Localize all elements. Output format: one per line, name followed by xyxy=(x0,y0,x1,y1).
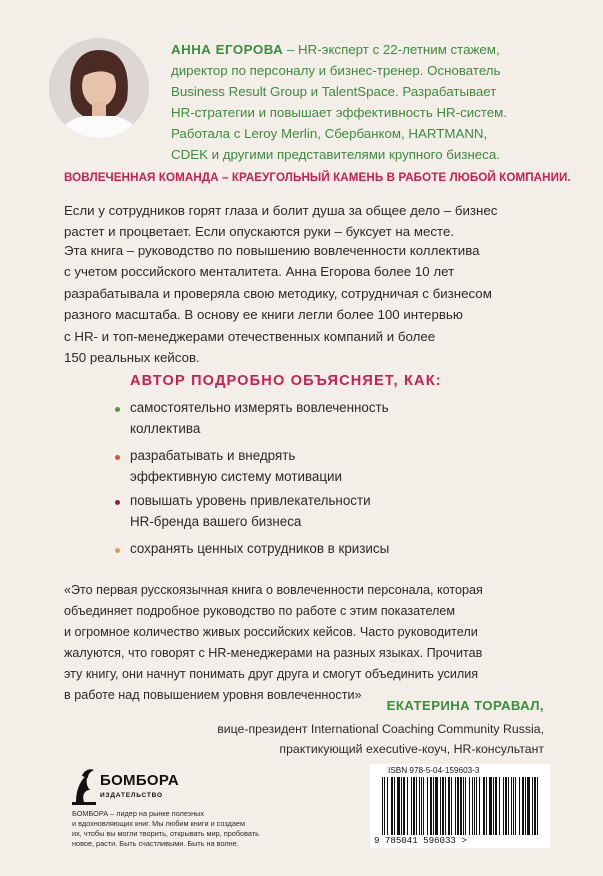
publisher-note-line: БОМБОРА – лидер на рынке полезных xyxy=(72,809,205,818)
barcode-bar xyxy=(503,777,504,835)
quote-credit-line: практикующий executive-коуч, HR-консультант xyxy=(279,741,544,756)
author-bio-line-6: CDEK и другими представителями крупного бизнеса. xyxy=(171,147,500,163)
barcode-bar xyxy=(463,777,464,835)
barcode-bar xyxy=(430,777,432,835)
author-name: АННА ЕГОРОВА xyxy=(171,42,284,57)
publisher-note xyxy=(72,809,302,849)
barcode-bar xyxy=(522,777,524,835)
author-bio-line-3: Business Result Group и TalentSpace. Разрабатывает xyxy=(171,84,497,100)
barcode-bar xyxy=(433,777,434,835)
author-bio-line-5: Работала с Leroy Merlin, Сбербанком, HARTMANN, xyxy=(171,126,488,142)
quote-line: объединяет подробное руководство по работе с этим показателем xyxy=(64,603,456,618)
description-line: с HR- и топ-менеджерами отечественных компаний и более xyxy=(64,328,436,344)
bullet-dot-icon xyxy=(115,407,120,412)
publisher-logo-text: БОМБОРА xyxy=(100,772,180,789)
quote-credit xyxy=(124,720,544,759)
barcode-bar xyxy=(416,777,417,835)
description-line: Эта книга – руководство по повышению вовлеченности коллектива xyxy=(64,243,480,258)
bullet-dot-icon xyxy=(115,500,120,505)
barcode-bar xyxy=(442,777,444,835)
barcode-bar xyxy=(445,777,446,835)
barcode-bar xyxy=(407,777,408,835)
intro-line: растет и процветает. Если опускаются руки – буксует на месте. xyxy=(64,224,455,240)
barcode-bar xyxy=(527,777,530,835)
barcode-bar xyxy=(413,777,415,835)
author-bio-line-1: АННА ЕГОРОВА – HR-эксперт с 22-летним стажем, xyxy=(171,42,500,57)
barcode-bar xyxy=(394,777,395,835)
list-item-text: самостоятельно измерять вовлеченность xyxy=(130,400,389,415)
publisher-logo-subtitle: ИЗДАТЕЛЬСТВО xyxy=(100,792,163,799)
barcode-bar xyxy=(455,777,456,835)
tagline: ВОВЛЕЧЕННАЯ КОМАНДА – КРАЕУГОЛЬНЫЙ КАМЕНЬ В РАБОТЕ ЛЮБОЙ КОМПАНИИ. xyxy=(64,171,571,184)
barcode-bar xyxy=(397,777,400,835)
barcode-bar xyxy=(495,777,497,835)
barcode-bar xyxy=(479,777,480,835)
barcode-bar xyxy=(391,777,393,835)
barcode-bar xyxy=(511,777,512,835)
barcode-bar xyxy=(483,777,485,835)
quote-line: в работе над повышением уровня вовлеченности» xyxy=(64,687,362,702)
author-bio-line-4: HR-стратегии и повышает эффективность HR-систем. xyxy=(171,105,507,121)
barcode-bar xyxy=(493,777,494,835)
author-photo xyxy=(49,38,149,138)
barcode-bar xyxy=(537,777,538,835)
isbn-number: ISBN 978-5-04-159603-3 xyxy=(388,766,480,775)
barcode-bar xyxy=(451,777,452,835)
barcode-bar xyxy=(419,777,420,835)
publisher-note-line: и вдохновляющих книг. Мы любим книги и создаем xyxy=(72,819,245,828)
barcode-bar xyxy=(457,777,459,835)
barcode-bar xyxy=(460,777,462,835)
list-item-text: сохранять ценных сотрудников в кризисы xyxy=(130,541,390,556)
list-item-text: повышать уровень привлекательности xyxy=(130,493,371,508)
barcode-bar xyxy=(427,777,428,835)
barcode-bar xyxy=(435,777,438,835)
barcode-bar xyxy=(499,777,500,835)
barcode-bar xyxy=(476,777,477,835)
barcode-bar xyxy=(534,777,536,835)
intro-line: Если у сотрудников горят глаза и болит душа за общее дело – бизнес xyxy=(64,203,498,218)
publisher-note-line: новое, расти. Быть счастливыми. Быть на волне. xyxy=(72,839,239,848)
list-item-text: разрабатывать и внедрять xyxy=(130,448,296,463)
barcode-bar xyxy=(448,777,450,835)
description-line: разного масштаба. В основу ее книги легли более 100 интервью xyxy=(64,307,463,323)
publisher-note-line: их, чтобы вы могли творить, открывать мир, пробовать xyxy=(72,829,259,838)
quote-credit-line: вице-президент International Coaching Community Russia, xyxy=(217,722,544,736)
barcode-bar xyxy=(403,777,405,835)
bullet-dot-icon xyxy=(115,455,120,460)
barcode-bar xyxy=(411,777,412,835)
barcode-bar xyxy=(387,777,388,835)
barcode-bar xyxy=(382,777,383,835)
barcode-bar xyxy=(505,777,507,835)
barcode-bar xyxy=(513,777,514,835)
barcode-bar xyxy=(440,777,441,835)
barcode-bar xyxy=(384,777,385,835)
publisher-logo xyxy=(72,762,212,810)
isbn-barcode xyxy=(370,764,550,848)
barcode-bar xyxy=(465,777,466,835)
quote-author: ЕКАТЕРИНА ТОРАВАЛ, xyxy=(386,698,544,713)
barcode-bar xyxy=(474,777,475,835)
list-item-text: коллектива xyxy=(130,420,201,436)
bullet-dot-icon xyxy=(115,548,120,553)
description-paragraph xyxy=(64,240,544,368)
barcode-bar xyxy=(508,777,509,835)
quote-line: жалуются, что говорят с HR-менеджерами на разных языках. Прочитав xyxy=(64,645,483,660)
barcode-bar xyxy=(472,777,473,835)
intro-paragraph xyxy=(64,200,544,243)
barcode-bar xyxy=(421,777,422,835)
testimonial-quote xyxy=(64,580,564,705)
barcode-bar xyxy=(525,777,526,835)
quote-line: и огромное количество живых российских кейсов. Часто руководители xyxy=(64,624,478,639)
barcode-bar xyxy=(519,777,520,835)
barcode-digits: 9 785041 596033 > xyxy=(374,835,467,846)
barcode-bar xyxy=(469,777,470,835)
howto-heading: АВТОР ПОДРОБНО ОБЪЯСНЯЕТ, КАК: xyxy=(130,373,442,389)
barcode-bar xyxy=(423,777,424,835)
list-item-text: HR-бренда вашего бизнеса xyxy=(130,513,302,529)
barcode-bar xyxy=(532,777,533,835)
description-line: с учетом российского менталитета. Анна Егорова более 10 лет xyxy=(64,264,455,280)
author-bio-line-2: директор по персоналу и бизнес-тренер. Основатель xyxy=(171,63,501,79)
description-line: 150 реальных кейсов. xyxy=(64,350,200,366)
quote-line: эту книгу, они начнут понимать друг друга и смогут объединить усилия xyxy=(64,666,479,681)
barcode-bar xyxy=(489,777,492,835)
barcode-icon xyxy=(380,777,542,837)
wave-logo-icon xyxy=(72,766,98,806)
description-line: разрабатывала и проверяла свою методику, сотрудничая с бизнесом xyxy=(64,285,492,301)
author-bio xyxy=(171,39,576,166)
quote-line: «Это первая русскоязычная книга о вовлеченности персонала, которая xyxy=(64,583,483,597)
barcode-bar xyxy=(486,777,487,835)
barcode-bar xyxy=(515,777,516,835)
barcode-bar xyxy=(401,777,402,835)
list-item-text: эффективную систему мотивации xyxy=(130,468,342,484)
